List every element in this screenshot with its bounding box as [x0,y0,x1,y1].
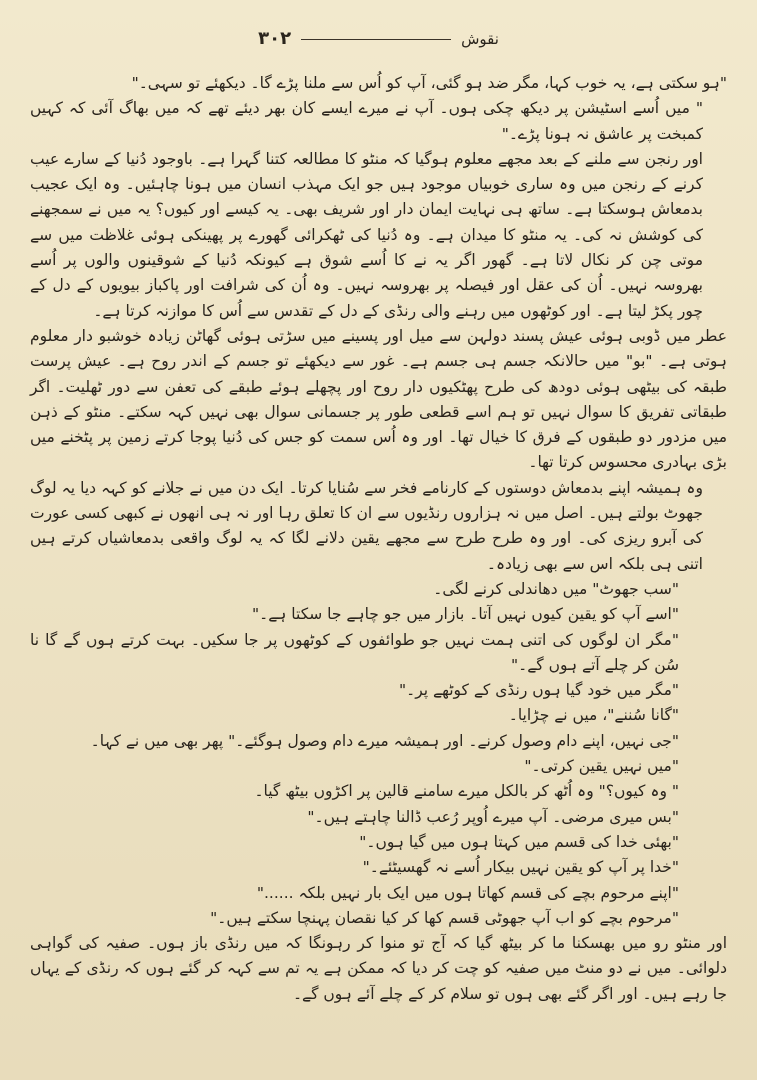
dialogue-line: "مگر میں خود گیا ہوں رنڈی کے کوٹھے پر۔" [398,681,679,700]
dialogue-line: " وہ کیوں؟" وہ اُٹھ کر بالکل میرے سامنے قالین پر اکڑوں بیٹھ گیا۔ [254,782,679,801]
paragraph: " میں اُسے اسٹیشن پر دیکھ چکی ہوں۔ آپ نے میرے ایسے کان بھر دیئے تھے کہ میں بھاگ آئی کہ کہیں کمبخت پر عاشق نہ ہونا پڑے۔" [30,99,703,143]
running-title: نقوش [461,29,499,48]
page-header [30,28,727,49]
dialogue-line: "میں نہیں یقین کرتی۔" [524,757,679,776]
paragraph: اور رنجن سے ملنے کے بعد مجھے معلوم ہوگیا کہ منٹو کا مطالعہ کتنا گہرا ہے۔ باوجود دُنیا کے سارے عیب کرنے کے رنجن میں وہ ساری خوبیاں موجود ہیں جو ایک مہذب انسان میں ہونا چاہئیں۔ وہ ایک عجیب بدمعاش ہوسکتا ہے۔ ساتھ ہی نہایت ایمان دار اور شریف بھی۔ یہ کیسے اور کیوں؟ یہ میں نے سمجھنے کی کوشش نہ کی۔ یہ منٹو کا میدان ہے۔ وہ دُنیا کی ٹھکرائی گھورے پر پھینکی ہوئی غلاظت میں سے موتی چن کر نکال لاتا ہے۔ گھور اگر یہ نے کا اُسے شوق ہے کیونکہ دُنیا کے شوقینوں والوں پر اُسے بھروسہ نہیں۔ اُن کی عقل اور فیصلہ پر بھروسہ نہیں۔ وہ اُن کی شرافت اور پاکباز بیویوں کے دل کے چور پکڑ لیتا ہے۔ اور کوٹھوں میں رہنے والی رنڈی کے دل کے تقدس سے اُس کا موازنہ کرتا ہے۔ [30,149,703,320]
dialogue-line: "خدا پر آپ کو یقین نہیں بیکار اُسے نہ گھسیٹئے۔" [362,858,679,877]
dialogue-line: "مگر ان لوگوں کی اتنی ہمت نہیں جو طوائفوں کے کوٹھوں پر جا سکیں۔ بہت کرتے ہوں گے گا نا سُن کر چلے آتے ہوں گے۔" [30,630,679,674]
dialogue-line: "سب جھوٹ" میں دھاندلی کرنے لگی۔ [433,579,679,598]
paragraph: اور منٹو رو میں بھسکنا ما کر بیٹھ گیا کہ آج تو منوا کر رہونگا کہ میں رنڈی باز ہوں۔ صفیہ کی گواہی دلوائی۔ میں نے دو منٹ میں صفیہ کو چت کر دیا کہ ممکن ہے یہ تم سے کہہ کر گئے ہوں کہ رنڈی کے یہاں جا رہے ہیں۔ اور اگر گئے بھی ہوں تو سلام کر کے چلے آئے ہوں گے۔ [30,934,727,1003]
dialogue-line: "مرحوم بچے کو اب آپ جھوٹی قسم کھا کر کیا نقصان پہنچا سکتے ہیں۔" [210,908,679,927]
paragraph: عطر میں ڈوبی ہوئی عیش پسند دولہن سے میل اور پسینے میں سڑتی ہوئی گھاٹن زیادہ خوشبو دار معلوم ہوتی ہے۔ "بو" میں حالانکہ جسم ہی جسم ہے۔ غور سے دیکھئے تو جسم کے اندر روح ہے۔ عیش پرست طبقہ کی بیٹھی ہوئی دودھ کی طرح پھٹکیوں دار روح اور پچھلے ہوئے طبقے کی تعفن سے دور ٹھلیت۔ اگر طبقاتی تفریق کا سوال نہیں تو ہم اسے قطعی طور پر جسمانی سوال بھی نہیں کہہ سکتے۔ منٹو کے ذہن میں مزدور دو طبقوں کے فرق کا خیال تھا۔ اور وہ اُس سمت کو جس کی دُنیا پوجا کرتے زمین پر پٹخنے میں بڑی بہادری محسوس کرتا تھا۔ [30,326,727,472]
paragraph: وہ ہمیشہ اپنے بدمعاش دوستوں کے کارنامے فخر سے سُنایا کرتا۔ ایک دن میں نے جلانے کو کہہ دیا یہ لوگ جھوٹ بولتے ہیں۔ اصل میں نہ ہزاروں رنڈیوں سے ان کا تعلق رہا اور نہ ہی انھوں نے کبھی کسی عورت کی آبرو ریزی کی۔ اور وہ طرح طرح سے مجھے یقین دلانے لگا کہ یہ لوگ واقعی بدمعاشیاں کرتے ہیں اتنی ہی بلکہ اس سے بھی زیادہ۔ [30,478,703,573]
dialogue-line: "اسے آپ کو یقین کیوں نہیں آتا۔ بازار میں جو چاہے جا سکتا ہے۔" [252,605,679,624]
paragraph: "ہو سکتی ہے، یہ خوب کہا، مگر ضد ہو گئی، آپ کو اُس سے ملنا پڑے گا۔ دیکھئے تو سہی۔" [131,74,727,92]
dialogue-line: "بھئی خدا کی قسم میں کہتا ہوں میں گیا ہوں۔" [359,832,679,851]
page-number: ۳۰۲ [258,28,292,49]
dialogue-line: "گانا سُننے"، میں نے چڑایا۔ [508,706,679,725]
dialogue-line: "جی نہیں، اپنے دام وصول کرنے۔ اور ہمیشہ میرے دام وصول ہوگئے۔" پھر بھی میں نے کہا۔ [90,731,679,750]
dialogue-line: "بس میری مرضی۔ آپ میرے اُوپر رُعب ڈالنا چاہتے ہیں۔" [307,807,679,826]
dialogue-line: "اپنے مرحوم بچے کی قسم کھاتا ہوں میں ایک بار نہیں بلکہ ......" [256,883,679,902]
header-rule [301,38,451,40]
page-body [30,71,727,1007]
